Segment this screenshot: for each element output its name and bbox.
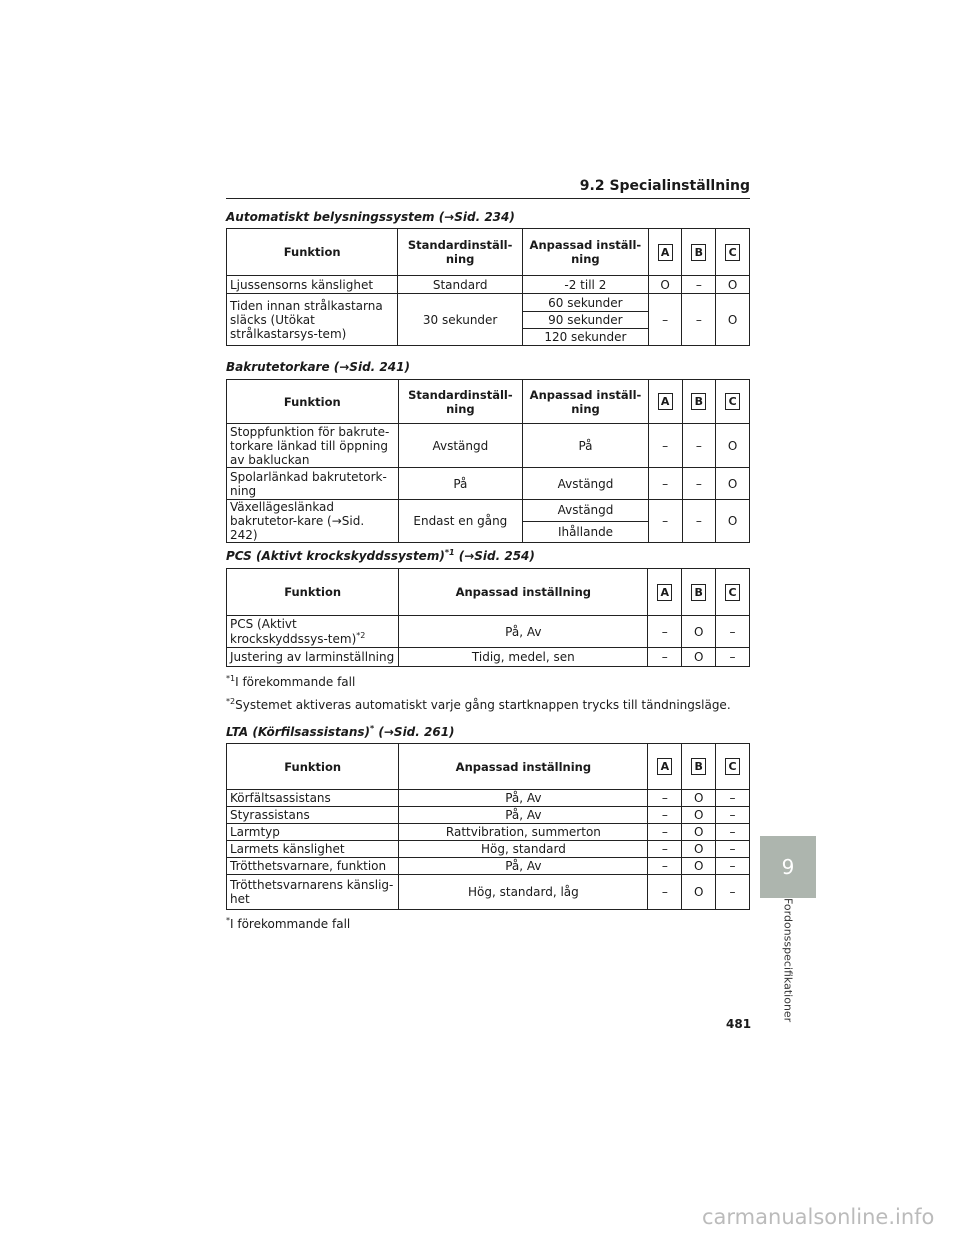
table-row [227, 790, 750, 807]
chapter-tab: 9 [760, 836, 816, 898]
a-box-icon: A [658, 244, 673, 261]
a-box-icon: A [657, 758, 672, 775]
col-standard: Standardinställ-ning [398, 380, 523, 424]
cell-c: O [716, 424, 750, 468]
table-lta [226, 743, 750, 910]
cell-b: O [682, 790, 716, 807]
col-c [716, 380, 750, 424]
cell-funktion: Styrassistans [227, 807, 399, 824]
cell-a: – [648, 807, 682, 824]
cell-anpassad: 120 sekunder [523, 329, 649, 346]
col-b [682, 569, 716, 616]
cell-b: – [682, 468, 716, 500]
c-box-icon: C [725, 244, 740, 261]
cell-funktion: Spolarlänkad bakrutetork-ning [227, 468, 399, 500]
cell-c: – [716, 616, 750, 648]
cell-c: – [716, 875, 750, 910]
col-b [682, 380, 716, 424]
cell-funktion: Trötthetsvarnarens känslig-het [227, 875, 399, 910]
table-row [227, 424, 750, 468]
header-title: 9.2 Specialinställning [579, 178, 750, 194]
cell-a: – [648, 858, 682, 875]
table-row [227, 276, 750, 294]
cell-funktion: Tiden innan strålkastarna släcks (Utökat strålkastarsys-tem) [227, 294, 398, 346]
a-box-icon: A [657, 584, 672, 601]
cell-b: O [682, 824, 716, 841]
cell-c: O [716, 500, 750, 543]
table-row [227, 294, 750, 312]
table-rear-wiper [226, 379, 750, 543]
cell-c: – [716, 824, 750, 841]
c-box-icon: C [725, 758, 740, 775]
cell-a: – [648, 648, 682, 667]
cell-a: – [648, 875, 682, 910]
cell-b: O [682, 875, 716, 910]
table-row [227, 841, 750, 858]
col-b [682, 744, 716, 790]
cell-a: – [648, 424, 682, 468]
cell-b: – [682, 294, 716, 346]
footnote-2: $^{*2}$Systemet aktiveras automatiskt varje gång startknappen trycks till tändningsläge. [226, 697, 731, 712]
chapter-label: Fordonsspecifikationer [781, 898, 795, 1023]
cell-anpassad: Avstängd [523, 500, 649, 522]
cell-c: O [716, 276, 750, 294]
cell-b: O [682, 858, 716, 875]
table-lighting [226, 228, 750, 346]
b-box-icon: B [691, 393, 706, 410]
col-anpassad: Anpassad inställ-ning [523, 229, 649, 276]
cell-anpassad: 60 sekunder [523, 294, 649, 312]
section-title-pcs: PCS (Aktivt krockskyddssystem)$^{*1}$ (→Sid. 254) [226, 548, 535, 563]
c-box-icon: C [725, 393, 740, 410]
cell-b: – [682, 424, 716, 468]
cell-b: – [682, 500, 716, 543]
col-funktion: Funktion [227, 380, 399, 424]
cell-anpassad: På [523, 424, 649, 468]
cell-a: – [648, 468, 682, 500]
cell-standard: Standard [398, 276, 523, 294]
cell-anpassad: 90 sekunder [523, 312, 649, 329]
section-title-rear-wiper: Bakrutetorkare (→Sid. 241) [226, 360, 410, 374]
cell-funktion: PCS (Aktivt krockskyddssys-tem)$^{*2}$ [227, 616, 399, 648]
section-title-lighting: Automatiskt belysningssystem (→Sid. 234) [226, 210, 515, 224]
table-pcs [226, 568, 750, 667]
cell-a: – [648, 616, 682, 648]
cell-a: – [648, 841, 682, 858]
cell-c: – [716, 648, 750, 667]
b-box-icon: B [691, 244, 706, 261]
cell-b: O [682, 807, 716, 824]
col-funktion: Funktion [227, 569, 399, 616]
table-row [227, 858, 750, 875]
cell-funktion: Ljussensorns känslighet [227, 276, 398, 294]
cell-c: – [716, 807, 750, 824]
cell-funktion: Växellägeslänkad bakrutetor-kare (→Sid. 242) [227, 500, 399, 543]
cell-a: O [648, 276, 682, 294]
c-box-icon: C [725, 584, 740, 601]
section-title-lta: LTA (Körfilsassistans)* (→Sid. 261) [226, 724, 455, 739]
col-a [648, 229, 682, 276]
table-row [227, 468, 750, 500]
col-c [716, 569, 750, 616]
cell-anpassad: På, Av [399, 616, 648, 648]
cell-c: – [716, 790, 750, 807]
cell-funktion: Justering av larminställning [227, 648, 399, 667]
table-row [227, 824, 750, 841]
cell-funktion: Stoppfunktion för bakrute-torkare länkad till öppning av bakluckan [227, 424, 399, 468]
cell-anpassad: Rattvibration, summerton [399, 824, 648, 841]
col-a [648, 380, 682, 424]
cell-anpassad: Tidig, medel, sen [399, 648, 648, 667]
cell-c: – [716, 858, 750, 875]
table-row [227, 616, 750, 648]
cell-funktion: Trötthetsvarnare, funktion [227, 858, 399, 875]
cell-a: – [648, 790, 682, 807]
a-box-icon: A [658, 393, 673, 410]
cell-anpassad: På, Av [399, 858, 648, 875]
b-box-icon: B [691, 584, 706, 601]
cell-standard: Endast en gång [398, 500, 523, 543]
cell-b: O [682, 648, 716, 667]
cell-b: – [682, 276, 716, 294]
cell-a: – [648, 824, 682, 841]
page-header [226, 176, 750, 199]
cell-funktion: Körfältsassistans [227, 790, 399, 807]
col-c [716, 229, 750, 276]
footnote-3: *I förekommande fall [226, 916, 351, 931]
cell-b: O [682, 841, 716, 858]
col-anpassad: Anpassad inställning [399, 744, 648, 790]
col-funktion: Funktion [227, 229, 398, 276]
table-row [227, 500, 750, 522]
watermark: carmanualsonline.info [702, 1205, 935, 1229]
cell-c: – [716, 841, 750, 858]
table-row [227, 807, 750, 824]
table-row [227, 648, 750, 667]
col-a [648, 744, 682, 790]
col-funktion: Funktion [227, 744, 399, 790]
cell-funktion: Larmtyp [227, 824, 399, 841]
cell-c: O [716, 294, 750, 346]
col-anpassad: Anpassad inställ-ning [523, 380, 649, 424]
col-standard: Standardinställ-ning [398, 229, 523, 276]
col-a [648, 569, 682, 616]
col-c [716, 744, 750, 790]
cell-anpassad: Hög, standard, låg [399, 875, 648, 910]
cell-standard: 30 sekunder [398, 294, 523, 346]
cell-b: O [682, 616, 716, 648]
b-box-icon: B [691, 758, 706, 775]
page-number: 481 [726, 1017, 752, 1031]
cell-a: – [648, 294, 682, 346]
footnote-1: $^{*1}$I förekommande fall [226, 674, 356, 689]
cell-anpassad: På, Av [399, 790, 648, 807]
cell-standard: På [398, 468, 523, 500]
col-b [682, 229, 716, 276]
cell-anpassad: Hög, standard [399, 841, 648, 858]
table-row [227, 875, 750, 910]
cell-funktion: Larmets känslighet [227, 841, 399, 858]
cell-anpassad: Avstängd [523, 468, 649, 500]
col-anpassad: Anpassad inställning [399, 569, 648, 616]
cell-anpassad: På, Av [399, 807, 648, 824]
cell-anpassad: -2 till 2 [523, 276, 649, 294]
cell-a: – [648, 500, 682, 543]
cell-c: O [716, 468, 750, 500]
cell-anpassad: Ihållande [523, 521, 649, 543]
cell-standard: Avstängd [398, 424, 523, 468]
